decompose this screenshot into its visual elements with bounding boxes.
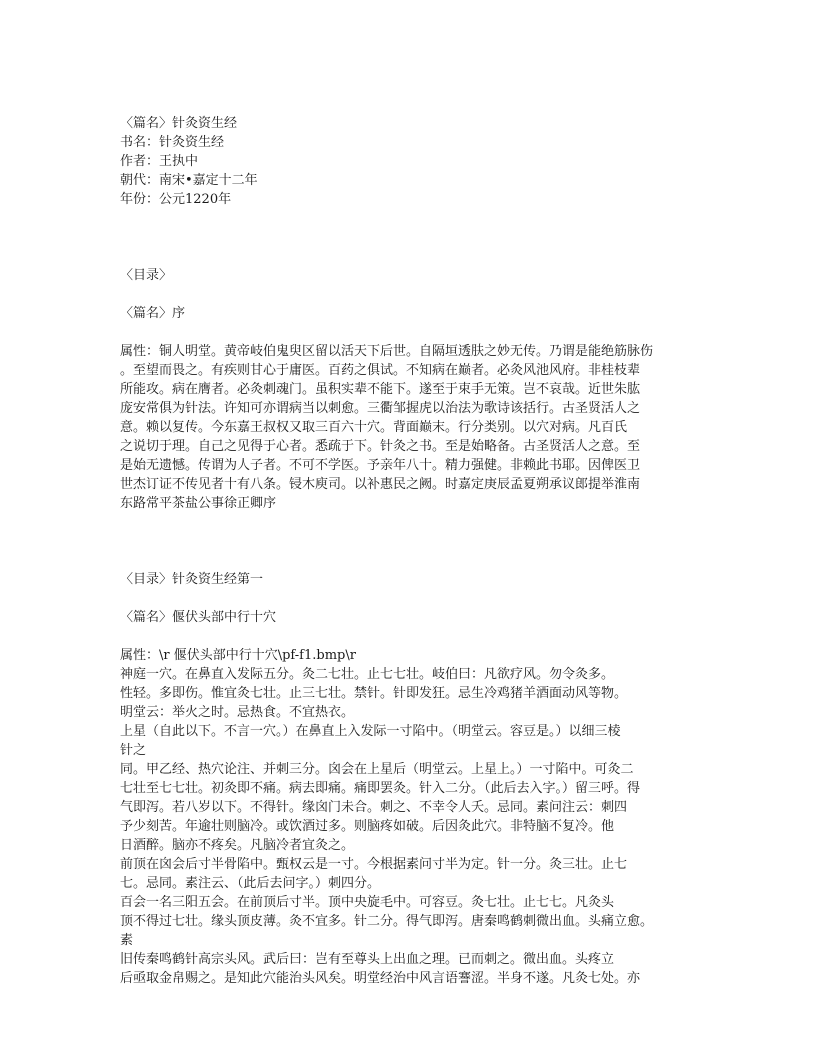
body-line: 日酒醉。脑亦不疼矣。凡脑冷者宜灸之。 (120, 838, 355, 853)
body-line: 明堂云：举火之时。忌热食。不宜热衣。 (120, 705, 355, 720)
spacer (120, 589, 700, 608)
body-line: 素 (120, 933, 134, 948)
preface-line: 所能攻。病在膺者。必灸刺魂门。虽积实辈不能下。遂至于束手无策。岂不哀哉。近世朱肱 (120, 382, 641, 397)
spacer (120, 285, 700, 304)
document-page (120, 114, 700, 988)
body-line: 七。忌同。素注云、（此后去问字。）刺四分。 (120, 876, 381, 891)
preface-line: 东路常平茶盐公事徐正卿序 (120, 496, 277, 511)
body-line: 七壮至七七壮。初灸即不痛。病去即痛。痛即罢灸。针入二分。（此后去入字。）留三呼。得 (120, 781, 641, 796)
body-line: 予少刻苦。年逾壮则脑冷。或饮酒过多。则脑疼如破。后因灸此穴。非特脑不复冷。他 (120, 819, 615, 834)
preface-line: 属性：铜人明堂。黄帝岐伯鬼臾区留以活天下后世。自隔垣透肤之妙无传。乃谓是能绝筋脉伤 (120, 344, 654, 359)
chapter1-toc-title: 〈目录〉针灸资生经第一 (120, 572, 264, 587)
body-line: 上星（自此以下。不言一穴。）在鼻直上入发际一寸陷中。（明堂云。容豆是。）以细三棱 (120, 724, 621, 739)
body-line: 旧传秦鸣鹤针高宗头风。武后曰：岂有至尊头上出血之理。已而刺之。微出血。头疼立 (120, 952, 615, 967)
preface-line: 。至望而畏之。有疾则甘心于庸医。百药之俱试。不知病在巅者。必灸风池风府。非桂枝辈 (120, 363, 641, 378)
toc-label: 〈目录〉 (120, 268, 173, 283)
body-line: 针之 (120, 743, 147, 758)
chapter-name-line: 〈篇名〉针灸资生经 (120, 116, 238, 131)
spacer (120, 627, 700, 646)
spacer (120, 551, 700, 570)
spacer (120, 513, 700, 551)
author-line: 作者：王执中 (120, 154, 199, 169)
year-line: 年份：公元1220年 (120, 192, 232, 207)
book-name-line: 书名：针灸资生经 (120, 135, 225, 150)
body-line: 百会一名三阳五会。在前顶后寸半。顶中央旋毛中。可容豆。灸七壮。止七七。凡灸头 (120, 895, 615, 910)
body-line: 属性：\r 偃伏头部中行十穴\pf-f1.bmp\r (120, 648, 356, 663)
spacer (120, 247, 700, 266)
preface-title: 〈篇名〉序 (120, 306, 186, 321)
spacer (120, 209, 700, 247)
body-line: 顶不得过七壮。缘头顶皮薄。灸不宜多。针二分。得气即泻。唐秦鸣鹤刺微出血。头痛立愈。 (120, 914, 654, 929)
body-line: 前顶在囟会后寸半骨陷中。甄权云是一寸。今根据素问寸半为定。针一分。灸三壮。止七 (120, 857, 628, 872)
preface-line: 之说切于理。自己之见得于心者。悉疏于下。针灸之书。至是始略备。古圣贤活人之意。至 (120, 439, 641, 454)
body-line: 性轻。多即伤。惟宜灸七壮。止三七壮。禁针。针即发狂。忌生冷鸡猪羊酒面动风等物。 (120, 686, 628, 701)
chapter1-body (120, 646, 700, 988)
body-line: 气即泻。若八岁以下。不得针。缘囟门未合。刺之、不幸令人夭。忌同。素问注云：刺四 (120, 800, 628, 815)
spacer (120, 323, 700, 342)
body-line: 神庭一穴。在鼻直入发际五分。灸二七壮。止七七壮。岐伯曰：凡欲疗风。勿令灸多。 (120, 667, 615, 682)
preface-line: 庞安常俱为针法。许知可亦谓病当以刺愈。三衢邹握虎以治法为歌诗该括行。古圣贤活人之 (120, 401, 641, 416)
body-line: 后亟取金帛赐之。是知此穴能治头风矣。明堂经治中风言语謇涩。半身不遂。凡灸七处。亦 (120, 971, 641, 986)
preface-body (120, 342, 700, 513)
chapter1-section-title: 〈篇名〉偃伏头部中行十穴 (120, 610, 277, 625)
preface-line: 世杰订证不传见者十有八条。锓木庾司。以补惠民之阙。时嘉定庚辰孟夏朔承议郎提举淮南 (120, 477, 641, 492)
preface-line: 意。赖以复传。今东嘉王叔权又取三百六十穴。背面巅末。行分类别。以穴对病。凡百氏 (120, 420, 628, 435)
preface-line: 是始无遗憾。传谓为人子者。不可不学医。予亲年八十。精力强健。非赖此书耶。因俾医卫 (120, 458, 641, 473)
body-line: 同。甲乙经、热穴论注、并刺三分。囟会在上星后（明堂云。上星上。）一寸陷中。可灸二 (120, 762, 634, 777)
dynasty-line: 朝代：南宋•嘉定十二年 (120, 173, 258, 188)
